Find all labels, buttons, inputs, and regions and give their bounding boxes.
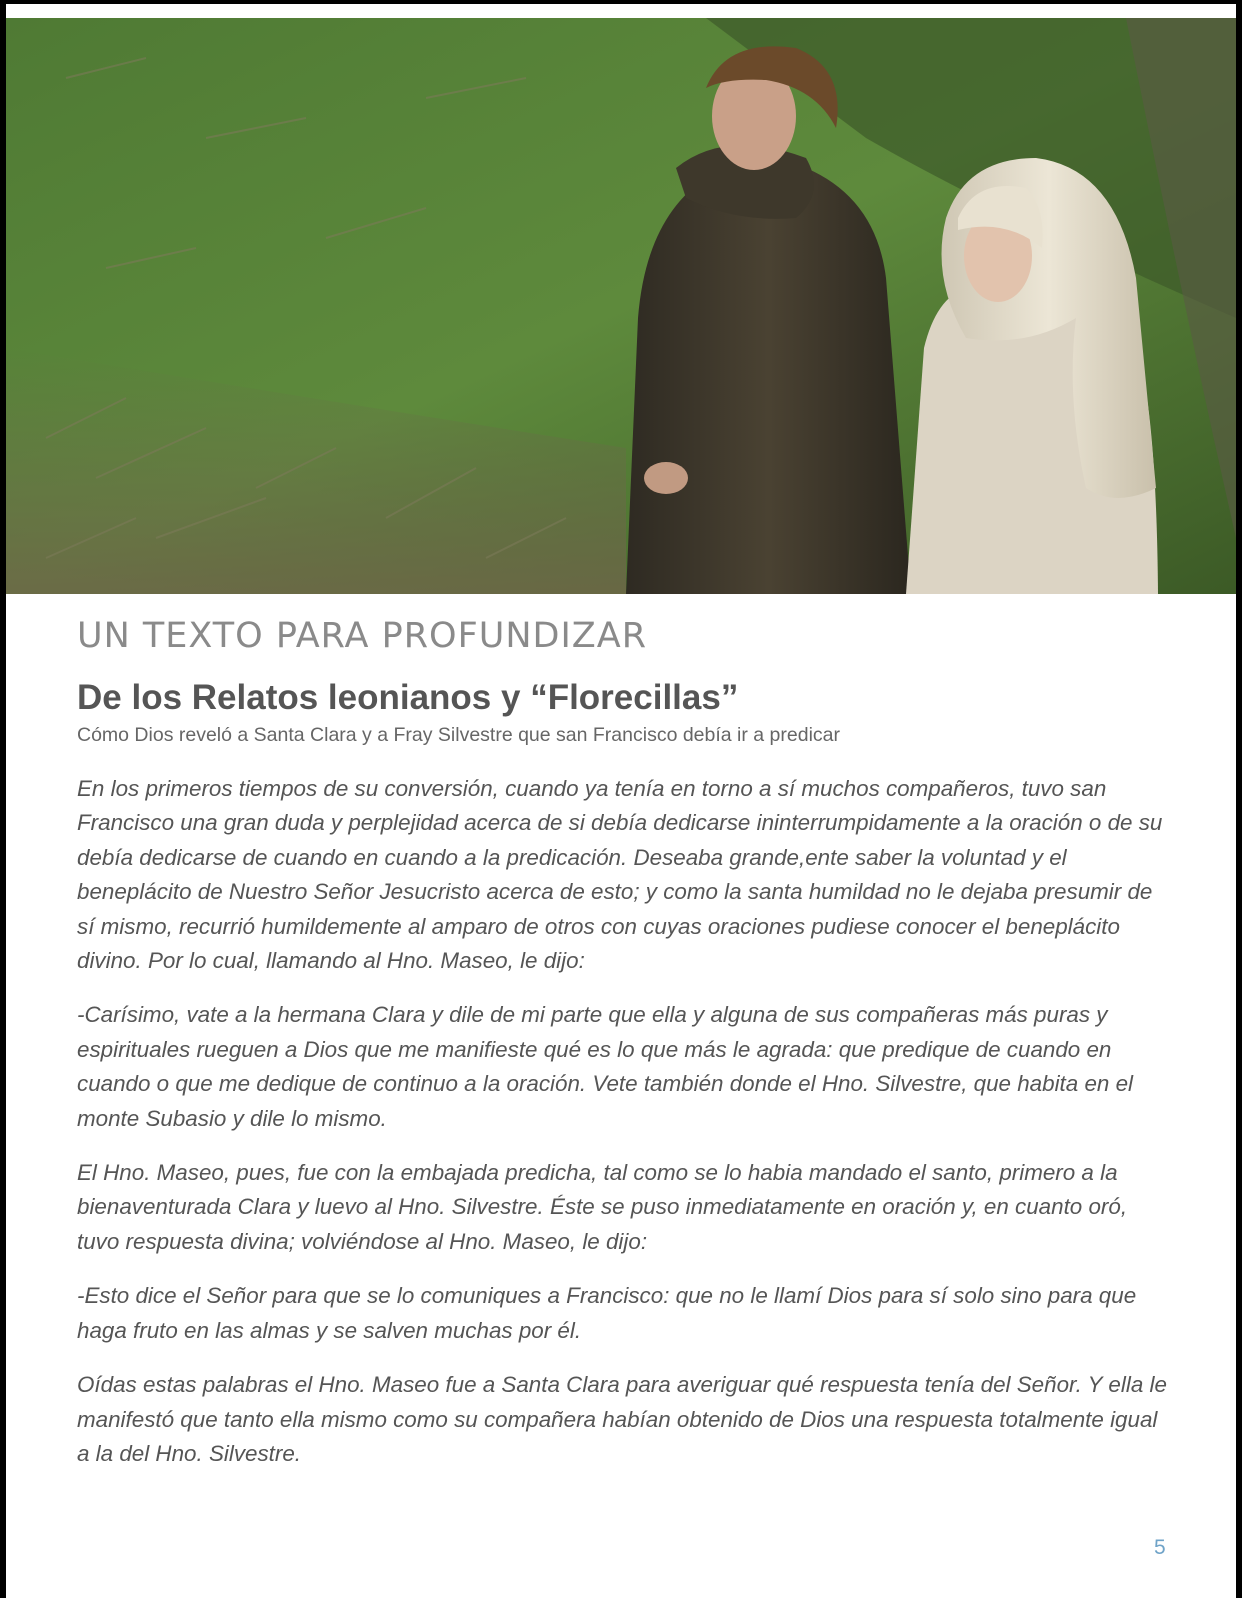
hillside-scene-image — [6, 18, 1236, 594]
page-number: 5 — [1154, 1536, 1166, 1559]
body-text — [77, 772, 1167, 1491]
hero-photo — [6, 18, 1236, 594]
paragraph: El Hno. Maseo, pues, fue con la embajada predicha, tal como se lo habia mandado el santo, primero a la bienaventurada Clara y luevo al Hno. Silvestre. Éste se puso inmediatamente en oración y, en cuanto oró, tuvo respuesta divina; volviéndose al Hno. Maseo, le dijo: — [77, 1160, 1128, 1254]
section-label: UN TEXTO PARA PROFUNDIZAR — [77, 616, 648, 656]
document-title: De los Relatos leonianos y “Florecillas” — [77, 678, 739, 717]
document-page — [6, 4, 1236, 1598]
paragraph: -Carísimo, vate a la hermana Clara y dile de mi parte que ella y alguna de sus compañeras más puras y espirituales rueguen a Dios que me manifieste qué es lo que más le agrada: que predique de cuando en cuando o que me dedique de continuo a la oración. Vete también donde el Hno. Silvestre, que habita en el monte Subasio y dile lo mismo. — [77, 1002, 1134, 1131]
paragraph: -Esto dice el Señor para que se lo comuniques a Francisco: que no le llamí Dios para sí solo sino para que haga fruto en las almas y se salven muchas por él. — [77, 1283, 1137, 1343]
paragraph: En los primeros tiempos de su conversión, cuando ya tenía en torno a sí muchos compañeros, tuvo san Francisco una gran duda y perplejidad acerca de si debía dedicarse ininterrumpidamente a la oración o de su debía dedicarse de cuando en cuando a la predicación. Deseaba grande,ente saber la voluntad y el beneplácito de Nuestro Señor Jesucristo acerca de esto; y como la santa humildad no le dejaba presumir de sí mismo, recurrió humildemente al amparo de otros con cuyas oraciones pudiese conocer el beneplácito divino. Por lo cual, llamando al Hno. Maseo, le dijo: — [77, 776, 1163, 974]
document-subtitle: Cómo Dios reveló a Santa Clara y a Fray Silvestre que san Francisco debía ir a predicar — [77, 724, 841, 746]
paragraph: Oídas estas palabras el Hno. Maseo fue a Santa Clara para averiguar qué respuesta tenía del Señor. Y ella le manifestó que tanto ella mismo como su compañera habían obtenido de Dios una respuesta totalmente igual a la del Hno. Silvestre. — [77, 1372, 1167, 1466]
